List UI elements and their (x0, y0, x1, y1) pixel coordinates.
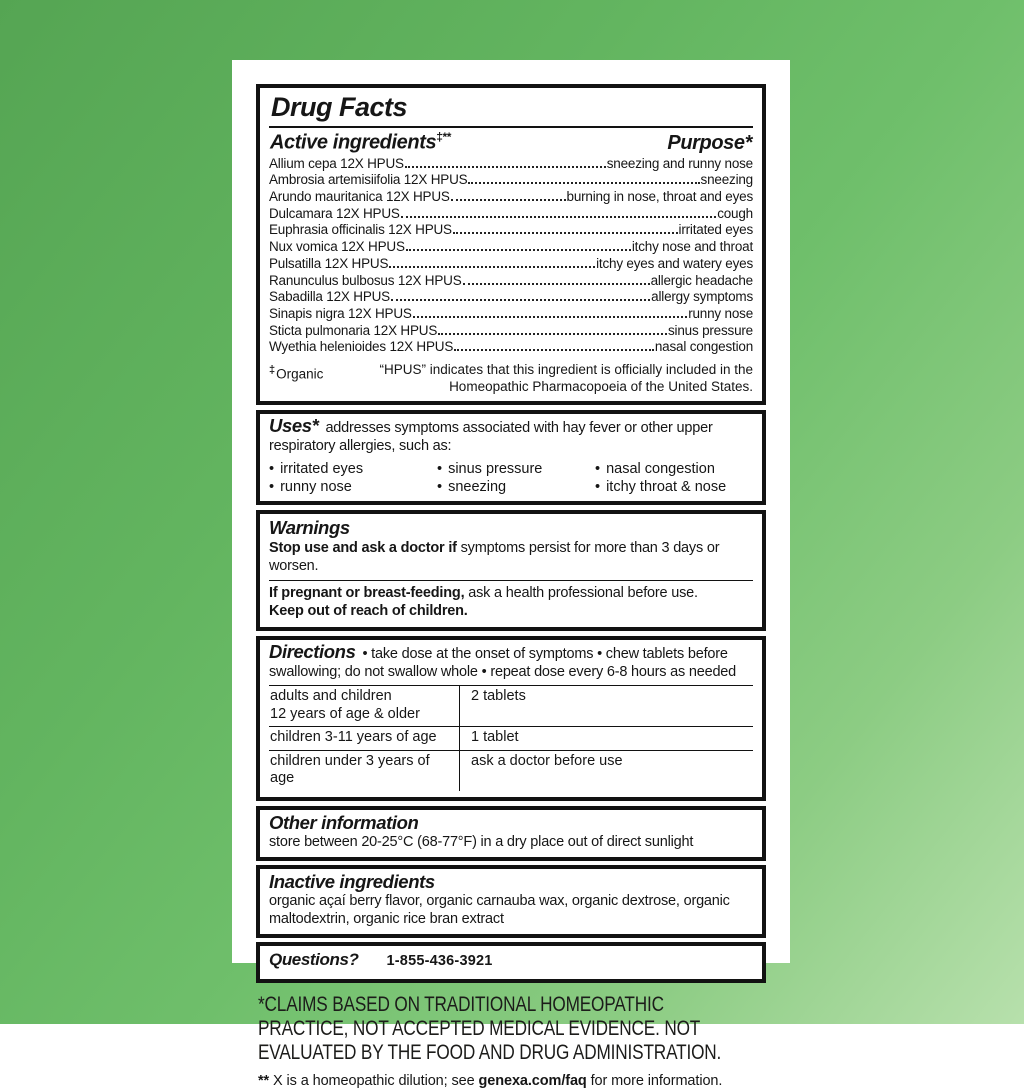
section-warnings (256, 510, 766, 631)
uses-heading: Uses* (269, 415, 319, 437)
uses-bullet-grid (269, 461, 753, 495)
directions-intro: Directions • take dose at the onset of symptoms • chew tablets before swallowing; do not swallow whole • repeat dose every 6-8 hours as needed (269, 641, 737, 680)
homeopathic-claims-disclaimer (256, 992, 766, 1064)
genexa-faq-url: genexa.com/faq (478, 1073, 587, 1089)
ingredient-row: Wyethia helenioides 12X HPUS nasal congestion (269, 339, 753, 355)
section-uses (256, 410, 766, 505)
active-ingredients-header (269, 128, 753, 156)
warning-pregnant: If pregnant or breast-feeding, ask a health professional before use. (269, 585, 698, 602)
hpus-definition: “HPUS” indicates that this ingredient is officially included in the Homeopathic Pharmacopoeia of the United States. (379, 362, 753, 394)
ingredient-row: Arundo mauritanica 12X HPUS burning in nose, throat and eyes (269, 189, 753, 205)
directions-heading: Directions (269, 641, 356, 663)
dot-leader (406, 249, 631, 251)
uses-bullet: • itchy throat & nose (595, 479, 753, 496)
dot-leader (454, 349, 654, 351)
dosage-age-group: children 3-11 years of age (270, 729, 437, 746)
dot-leader (463, 283, 650, 285)
uses-bullet: • irritated eyes (269, 461, 437, 478)
table-row (269, 685, 753, 726)
claims-line: *CLAIMS BASED ON TRADITIONAL HOMEOPATHIC (258, 992, 664, 1017)
dosage-amount: 2 tablets (459, 686, 753, 726)
uses-intro: Uses* addresses symptoms associated with hay fever or other upper respiratory allergies, such as: (269, 415, 713, 454)
ingredient-row: Sinapis nigra 12X HPUS runny nose (269, 305, 753, 321)
section-active-ingredients (256, 84, 766, 405)
section-questions (256, 942, 766, 983)
ingredient-row: Ranunculus bulbosus 12X HPUS allergic headache (269, 272, 753, 288)
ingredient-row: Sabadilla 12X HPUS allergy symptoms (269, 289, 753, 305)
dosage-amount: 1 tablet (459, 727, 753, 750)
uses-bullet: • sneezing (437, 479, 595, 496)
dot-leader (405, 166, 606, 168)
dot-leader (453, 232, 678, 234)
claims-line: PRACTICE, NOT ACCEPTED MEDICAL EVIDENCE. NOT (258, 1016, 701, 1041)
active-ingredients-list (269, 156, 753, 356)
active-ingredients-heading: Active ingredients‡** (270, 130, 452, 154)
dot-leader (468, 182, 699, 184)
warnings-heading: Warnings (269, 517, 350, 539)
claims-line: EVALUATED BY THE FOOD AND DRUG ADMINISTRATION. (258, 1040, 722, 1065)
other-information-heading: Other information (269, 811, 419, 833)
inactive-ingredients-list: organic açaí berry flavor, organic carnauba wax, organic dextrose, organic maltodextrin, organic rice bran extract (269, 893, 730, 927)
section-other-information (256, 806, 766, 862)
dosage-age-group: adults and children 12 years of age & older (270, 688, 420, 722)
dot-leader (451, 199, 566, 201)
uses-bullet: • nasal congestion (595, 461, 753, 478)
dosage-table (269, 685, 753, 791)
questions-row (269, 948, 753, 973)
ingredient-row: Pulsatilla 12X HPUS itchy eyes and watery eyes (269, 255, 753, 271)
section-directions (256, 636, 766, 801)
hpus-footnote (269, 362, 753, 395)
dosage-age-group: children under 3 years of age (270, 752, 430, 787)
warning-stop-use: Stop use and ask a doctor if symptoms persist for more than 3 days or worsen. (269, 540, 720, 575)
dot-leader (389, 266, 595, 268)
organic-footnote: ‡Organic (269, 364, 324, 382)
table-row (269, 726, 753, 750)
questions-heading: Questions? (269, 950, 359, 970)
ingredient-row: Dulcamara 12X HPUS cough (269, 205, 753, 221)
drug-facts-label-card (232, 60, 790, 1089)
warnings-divider (269, 580, 753, 581)
storage-instructions: store between 20-25°C (68-77°F) in a dry place out of direct sunlight (269, 833, 694, 850)
purpose-heading: Purpose* (667, 131, 752, 154)
inactive-ingredients-heading: Inactive ingredients (269, 871, 435, 893)
ingredient-row: Nux vomica 12X HPUS itchy nose and throat (269, 239, 753, 255)
questions-phone-number: 1-855-436-3921 (386, 953, 493, 970)
dosage-amount: ask a doctor before use (459, 751, 753, 791)
warning-keep-away: Keep out of reach of children. (269, 603, 468, 620)
dot-leader (391, 299, 650, 301)
dot-leader (401, 216, 717, 218)
dilution-footnote: ** X is a homeopathic dilution; see genexa.com/faq for more information. (258, 1073, 723, 1089)
dot-leader (438, 333, 667, 335)
heading-footnote-marks: ‡** (436, 130, 452, 144)
uses-bullet: • sinus pressure (437, 461, 595, 478)
ingredient-row: Sticta pulmonaria 12X HPUS sinus pressure (269, 322, 753, 338)
uses-bullet: • runny nose (269, 479, 437, 496)
dot-leader (413, 316, 688, 318)
drug-facts-title: Drug Facts (269, 91, 753, 128)
section-inactive-ingredients (256, 865, 766, 938)
table-row (269, 750, 753, 791)
ingredient-row: Ambrosia artemisiifolia 12X HPUS sneezing (269, 172, 753, 188)
ingredient-row: Euphrasia officinalis 12X HPUS irritated eyes (269, 222, 753, 238)
ingredient-row: Allium cepa 12X HPUS sneezing and runny nose (269, 155, 753, 171)
dilution-footnote-marker: ** (258, 1073, 270, 1089)
